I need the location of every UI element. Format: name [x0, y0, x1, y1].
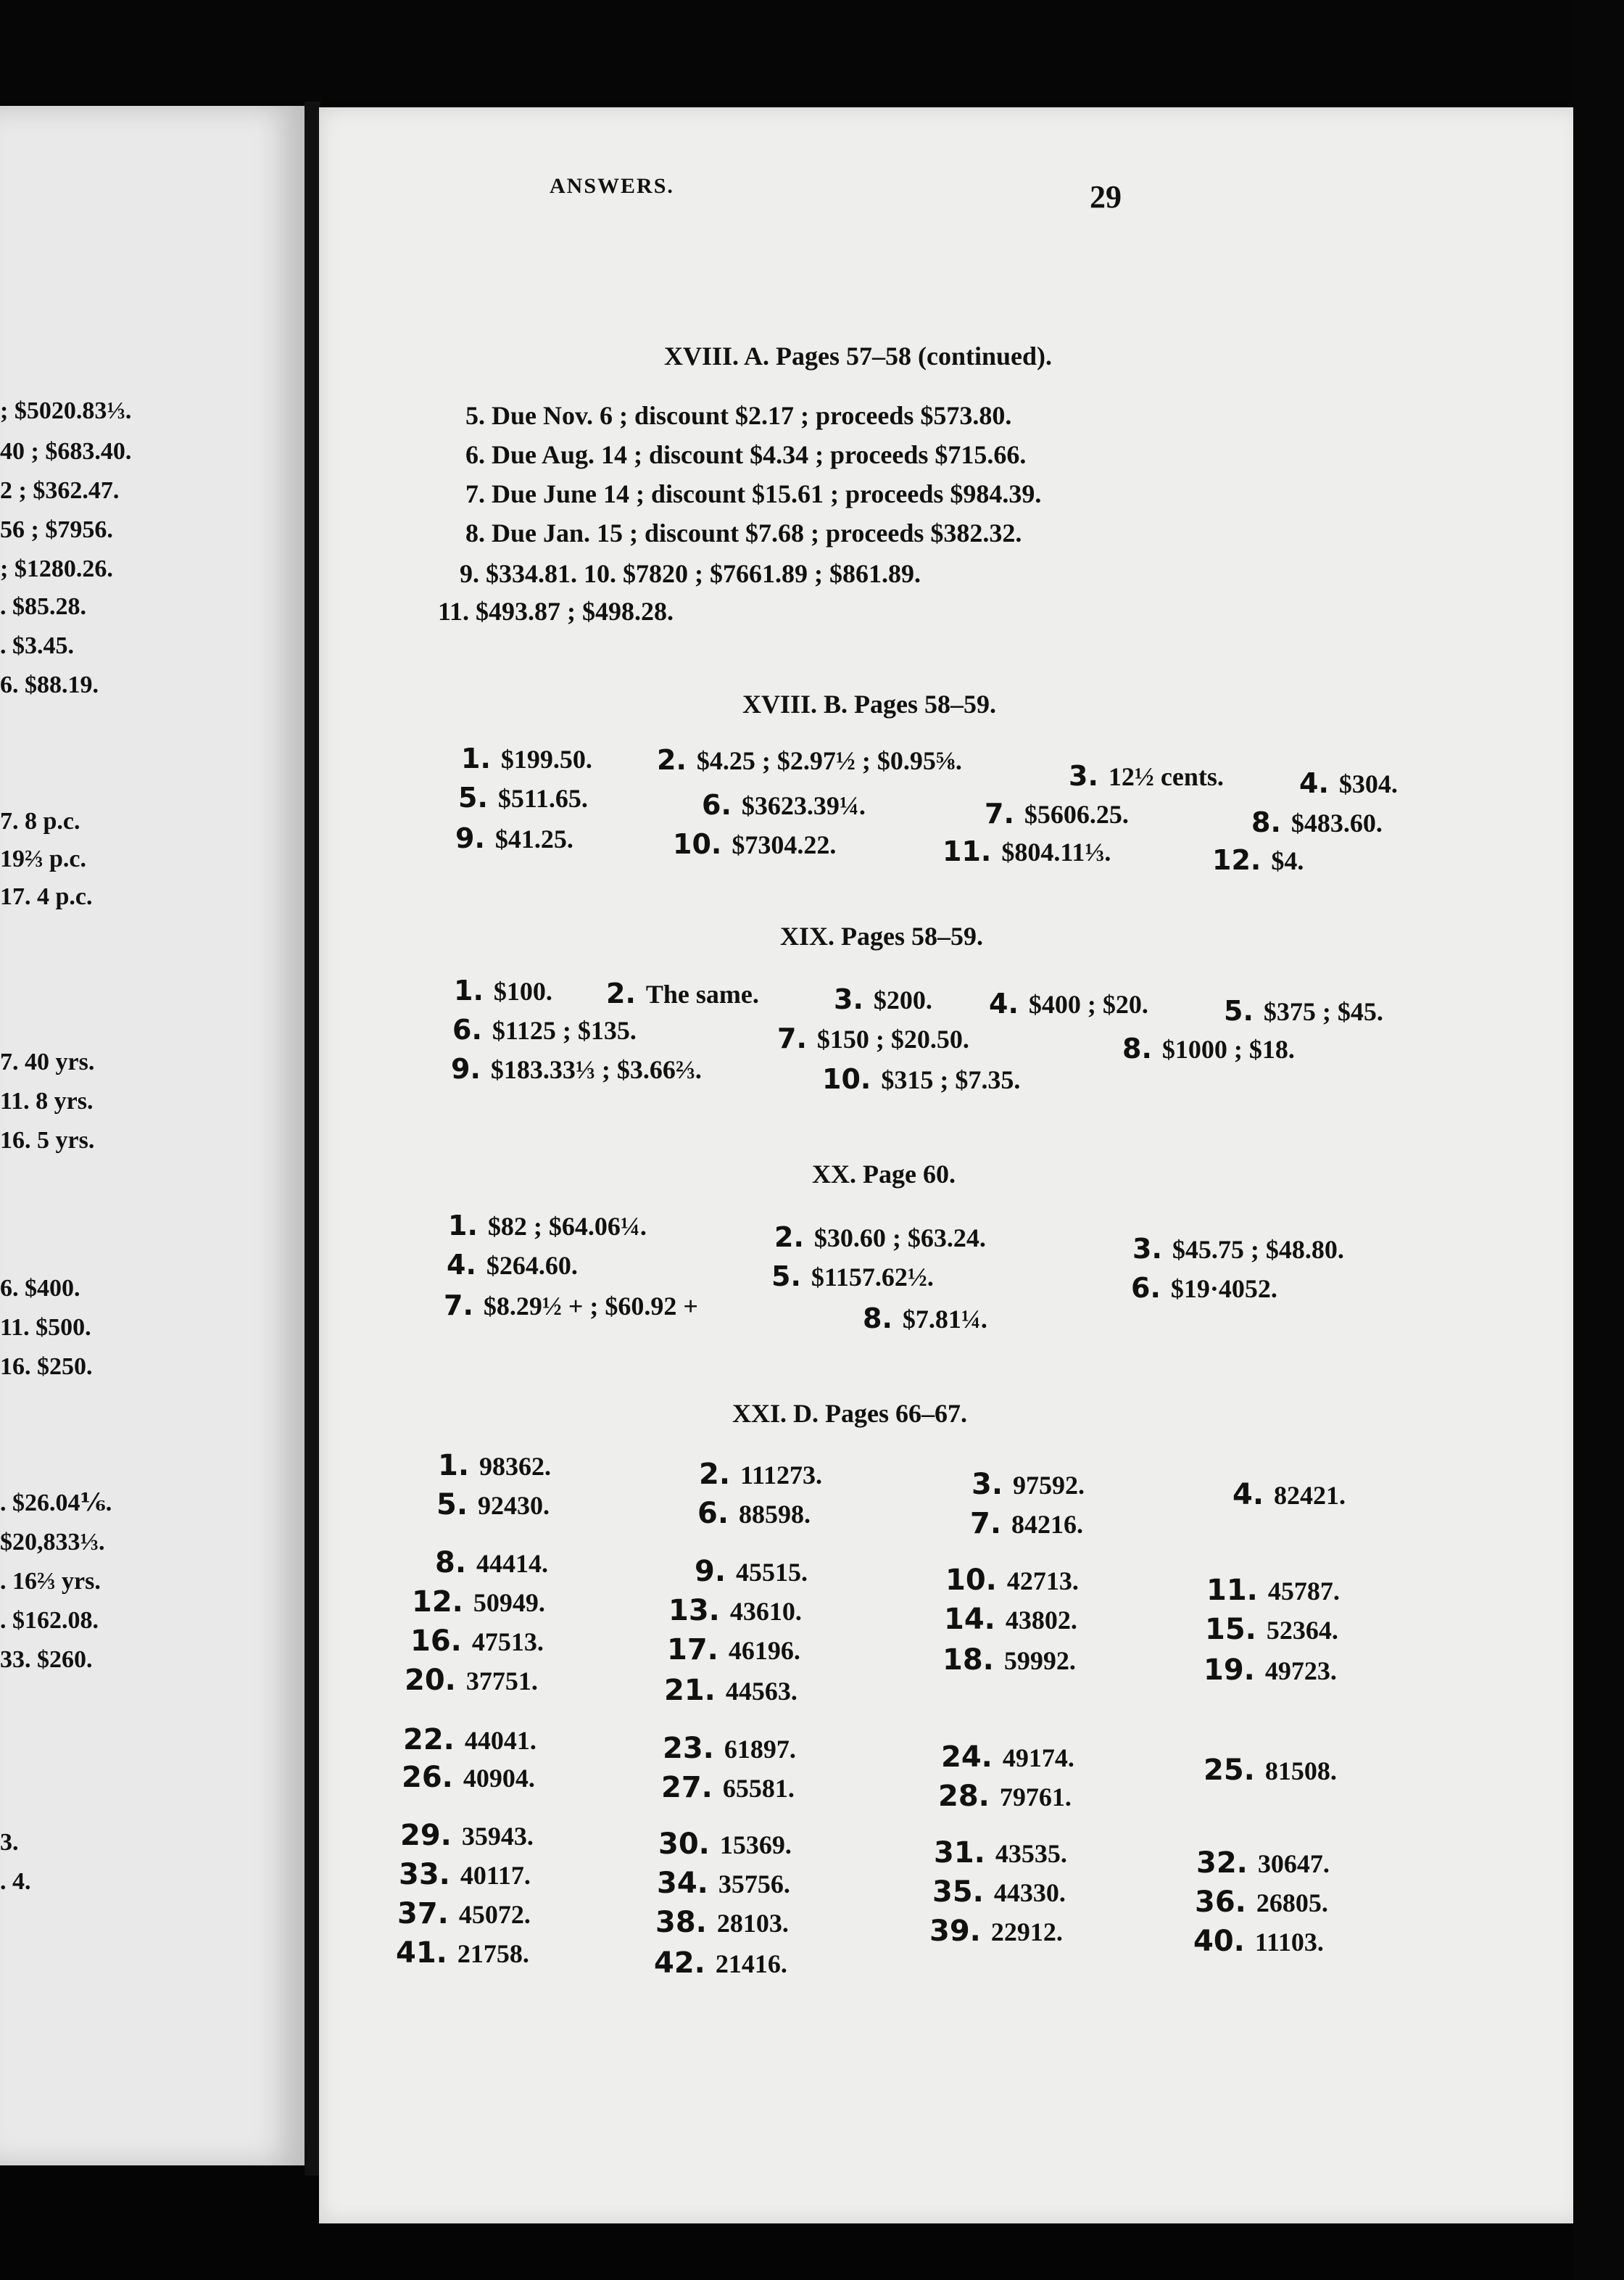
answer-item: 34. 35756.: [657, 1867, 790, 1900]
answer-item: 12. 50949.: [412, 1585, 545, 1619]
answer-item: 19. 49723.: [1204, 1653, 1337, 1687]
section-heading: XX. Page 60.: [812, 1160, 956, 1189]
answer-item: 8. 44414.: [435, 1546, 549, 1579]
answer-item: 2. $4.25 ; $2.97½ ; $0.95⅝.: [657, 744, 962, 776]
book-spine: [304, 102, 320, 2176]
answer-item: 4. $400 ; $20.: [989, 988, 1148, 1020]
answer-item: 39. 22912.: [929, 1915, 1063, 1948]
answer-item: 26. 40904.: [402, 1761, 535, 1794]
answer-item: 3. $45.75 ; $48.80.: [1132, 1233, 1344, 1265]
answer-item: 5. $1157.62½.: [771, 1260, 934, 1292]
answer-item: 1. $82 ; $64.06¼.: [448, 1210, 647, 1242]
answer-item: 36. 26805.: [1195, 1885, 1328, 1919]
answer-item: 7. $150 ; $20.50.: [777, 1023, 969, 1054]
answer-item: 9. 45515.: [695, 1555, 808, 1588]
page-number: 29: [1090, 179, 1122, 215]
answer-item: 8. $483.60.: [1251, 806, 1383, 838]
answer-item: 4. $304.: [1299, 767, 1398, 799]
answer-item: 16. 47513.: [410, 1624, 544, 1658]
answer-item: 22. 44041.: [403, 1723, 536, 1756]
answer-item: 1. 98362.: [438, 1449, 552, 1482]
answer-line: 11. $493.87 ; $498.28.: [438, 597, 674, 626]
answer-item: 41. 21758.: [396, 1936, 529, 1970]
answer-item: 27. 65581.: [661, 1771, 795, 1804]
answer-item: 1. $100.: [454, 975, 552, 1007]
answer-item: 9. $41.25.: [455, 822, 573, 854]
answer-item: 28. 79761.: [938, 1780, 1072, 1813]
answer-item: 32. 30647.: [1196, 1846, 1330, 1880]
answer-item: 7. 84216.: [970, 1507, 1084, 1540]
answer-item: 11. $804.11⅓.: [942, 835, 1111, 867]
answer-item: 3. $200.: [834, 983, 932, 1015]
answer-item: 9. $183.33⅓ ; $3.66⅔.: [451, 1053, 702, 1085]
answer-item: 5. $375 ; $45.: [1224, 995, 1383, 1027]
answer-item: 11. 45787.: [1206, 1574, 1340, 1607]
answer-item: 6. $1125 ; $135.: [452, 1014, 637, 1046]
answer-item: 7. $8.29½ + ; $60.92 +: [444, 1289, 698, 1321]
answer-item: 17. 46196.: [667, 1633, 800, 1666]
answer-item: 15. 52364.: [1205, 1613, 1338, 1646]
answer-line: 6. Due Aug. 14 ; discount $4.34 ; proceeds $715.66.: [465, 440, 1027, 469]
answer-item: 35. 44330.: [932, 1875, 1066, 1909]
answer-item: 29. 35943.: [400, 1819, 534, 1852]
answer-item: 8. $7.81¼.: [863, 1302, 987, 1334]
answer-item: 10. $315 ; $7.35.: [822, 1063, 1021, 1095]
answer-line: 5. Due Nov. 6 ; discount $2.17 ; proceeds $573.80.: [465, 401, 1012, 430]
answer-item: 2. The same.: [606, 978, 759, 1009]
answer-item: 21. 44563.: [664, 1674, 798, 1707]
answer-item: 42. 21416.: [654, 1946, 787, 1980]
answer-line: 8. Due Jan. 15 ; discount $7.68 ; proceeds $382.32.: [465, 519, 1022, 548]
left-page: ; $5020.83⅓. 40 ; $683.40. 2 ; $362.47. 56 ; $7956. ; $1280.26. . $85.28. . $3.45. 6. $88.19. 7. 8 p.c. 19⅔ p.c. 17. 4 p.c. 7. 40 yrs. 11. 8 yrs. 16. 5 yrs. 6. $400. 11. $500. 16. $250. . $26.04⅙. $20,833⅓. . 16⅔ yrs. . $162.08. 33. $260. 3. . 4.: [0, 106, 304, 2165]
answer-item: 6. 88598.: [697, 1497, 811, 1530]
answer-item: 1. $199.50.: [461, 743, 592, 775]
answer-item: 4. $264.60.: [447, 1249, 578, 1281]
answer-item: 6. $19·4052.: [1131, 1272, 1277, 1304]
section-heading: XVIII. B. Pages 58–59.: [742, 690, 997, 719]
answer-item: 40. 11103.: [1193, 1925, 1324, 1958]
answer-item: 13. 43610.: [668, 1594, 802, 1627]
answer-item: 37. 45072.: [397, 1897, 531, 1930]
answer-item: 7. $5606.25.: [985, 798, 1129, 830]
answer-line: 9. $334.81. 10. $7820 ; $7661.89 ; $861.89.: [460, 559, 921, 588]
answer-item: 4. 82421.: [1232, 1478, 1346, 1511]
answer-item: 20. 37751.: [405, 1664, 538, 1697]
background-right: [1573, 0, 1624, 2280]
answer-item: 23. 61897.: [663, 1732, 796, 1765]
answer-item: 12. $4.: [1212, 844, 1304, 876]
answer-item: 3. 97592.: [972, 1468, 1085, 1501]
answer-item: 30. 15369.: [658, 1827, 792, 1861]
answer-item: 24. 49174.: [941, 1740, 1074, 1774]
answer-item: 10. $7304.22.: [673, 828, 837, 860]
answer-item: 8. $1000 ; $18.: [1122, 1033, 1295, 1065]
section-heading: XVIII. A. Pages 57–58 (continued).: [664, 342, 1053, 371]
answer-item: 3. 12½ cents.: [1069, 760, 1224, 792]
answer-item: 5. 92430.: [436, 1488, 550, 1521]
section-heading: XXI. D. Pages 66–67.: [732, 1399, 967, 1428]
background-top: [0, 0, 1624, 102]
answer-item: 6. $3623.39¼.: [702, 789, 866, 821]
answer-line: 7. Due June 14 ; discount $15.61 ; proceeds $984.39.: [465, 479, 1042, 508]
answer-item: 38. 28103.: [655, 1906, 789, 1939]
answer-item: 31. 43535.: [934, 1836, 1067, 1870]
answer-item: 25. 81508.: [1204, 1754, 1337, 1787]
answer-item: 2. $30.60 ; $63.24.: [774, 1221, 986, 1253]
running-head: ANSWERS.: [550, 174, 674, 198]
answer-item: 2. 111273.: [699, 1458, 823, 1491]
answer-item: 14. 43802.: [944, 1603, 1077, 1636]
answer-item: 10. 42713.: [945, 1564, 1079, 1597]
answer-item: 33. 40117.: [399, 1858, 531, 1891]
answer-item: 5. $511.65.: [458, 782, 588, 814]
answer-item: 18. 59992.: [942, 1643, 1076, 1677]
section-heading: XIX. Pages 58–59.: [780, 922, 983, 951]
